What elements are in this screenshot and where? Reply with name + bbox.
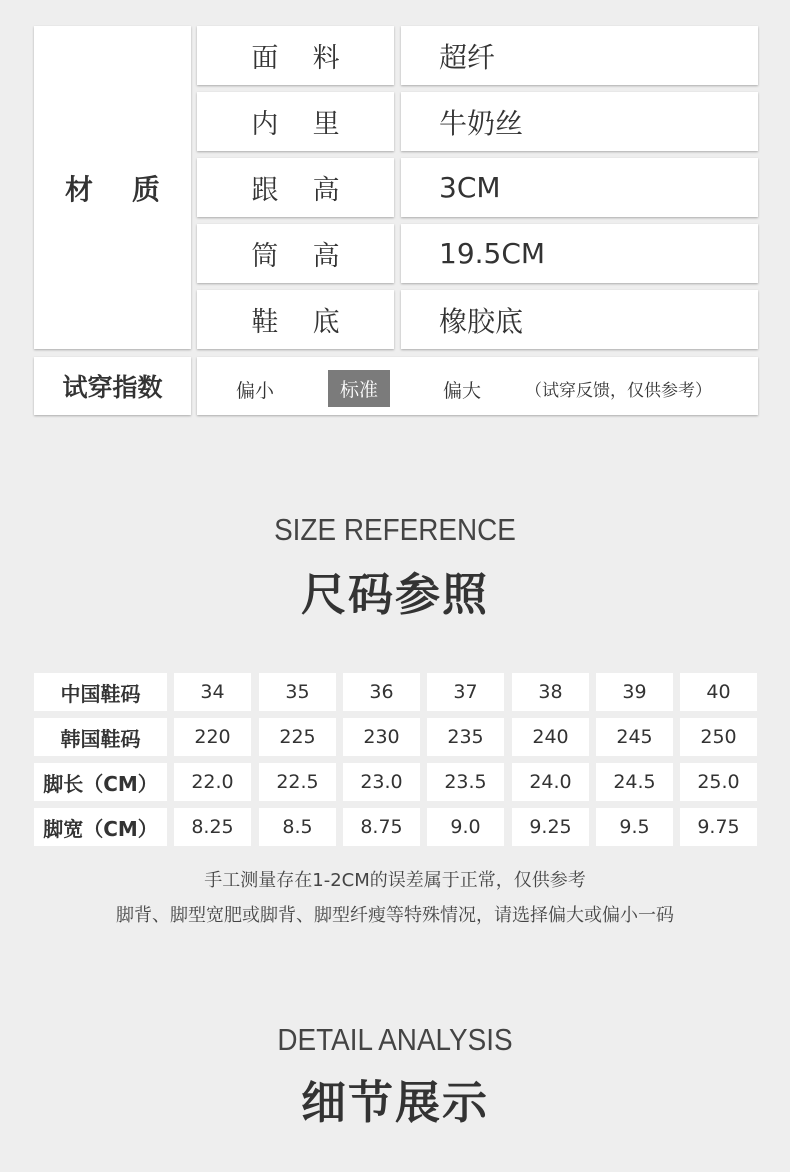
material-value: 牛奶丝 [439, 106, 524, 140]
size-cell: 24.0 [512, 763, 589, 801]
size-row-header: 脚长（CM） [34, 763, 167, 801]
material-label-cell [197, 290, 394, 349]
size-cell: 23.5 [427, 763, 504, 801]
size-cell: 220 [174, 718, 251, 756]
size-cell: 8.75 [343, 808, 420, 846]
materials-category [34, 26, 191, 349]
size-cell: 40 [680, 673, 757, 711]
fit-index-label: 试穿指数 [62, 373, 163, 402]
detail-section-title-zh: 细节展示 [300, 1076, 489, 1129]
size-cell: 235 [427, 718, 504, 756]
material-label-cell [197, 158, 394, 217]
material-value: 19.5CM [439, 237, 546, 270]
size-cell: 230 [343, 718, 420, 756]
material-value-cell [401, 290, 758, 349]
fit-option-large: 偏大 [443, 380, 482, 402]
fit-index-options [197, 357, 758, 415]
material-label-cell [197, 224, 394, 283]
size-cell: 245 [596, 718, 673, 756]
size-cell: 39 [596, 673, 673, 711]
size-cell: 225 [259, 718, 336, 756]
size-cell: 37 [427, 673, 504, 711]
size-cell: 22.5 [259, 763, 336, 801]
material-value: 橡胶底 [439, 304, 524, 338]
size-cell: 9.0 [427, 808, 504, 846]
materials-category-label: 材 质 [65, 172, 160, 206]
size-cell: 8.25 [174, 808, 251, 846]
size-section-title-en: SIZE REFERENCE [274, 512, 516, 547]
size-row-header: 韩国鞋码 [34, 718, 167, 756]
material-value-cell [401, 158, 758, 217]
size-cell: 24.5 [596, 763, 673, 801]
size-row-header: 中国鞋码 [34, 673, 167, 711]
size-note: 脚背、脚型宽肥或脚背、脚型纤瘦等特殊情况，请选择偏大或偏小一码 [116, 905, 674, 926]
size-cell: 9.25 [512, 808, 589, 846]
material-value: 3CM [439, 171, 501, 204]
material-label: 鞋 底 [251, 307, 340, 338]
size-note: 手工测量存在1-2CM的误差属于正常，仅供参考 [204, 870, 586, 891]
material-value-cell [401, 26, 758, 85]
material-value-cell [401, 224, 758, 283]
material-label: 跟 高 [251, 175, 340, 206]
size-cell: 8.5 [259, 808, 336, 846]
material-label-cell [197, 26, 394, 85]
material-label: 面 料 [251, 43, 340, 74]
material-label: 内 里 [251, 109, 340, 140]
size-cell: 36 [343, 673, 420, 711]
material-value-cell [401, 92, 758, 151]
size-section-title-zh: 尺码参照 [300, 568, 489, 621]
size-row-header: 脚宽（CM） [34, 808, 167, 846]
detail-section-title-en: DETAIL ANALYSIS [277, 1022, 513, 1057]
material-label-cell [197, 92, 394, 151]
size-cell: 25.0 [680, 763, 757, 801]
fit-note: （试穿反馈，仅供参考） [525, 381, 712, 401]
fit-option-small: 偏小 [236, 380, 275, 402]
size-cell: 250 [680, 718, 757, 756]
size-cell: 9.75 [680, 808, 757, 846]
size-cell: 9.5 [596, 808, 673, 846]
size-cell: 35 [259, 673, 336, 711]
size-cell: 38 [512, 673, 589, 711]
size-cell: 240 [512, 718, 589, 756]
material-value: 超纤 [439, 40, 496, 74]
size-cell: 23.0 [343, 763, 420, 801]
size-cell: 22.0 [174, 763, 251, 801]
material-label: 筒 高 [251, 241, 340, 272]
fit-index-category [34, 357, 191, 415]
size-cell: 34 [174, 673, 251, 711]
fit-option-standard: 标准 [328, 370, 390, 407]
